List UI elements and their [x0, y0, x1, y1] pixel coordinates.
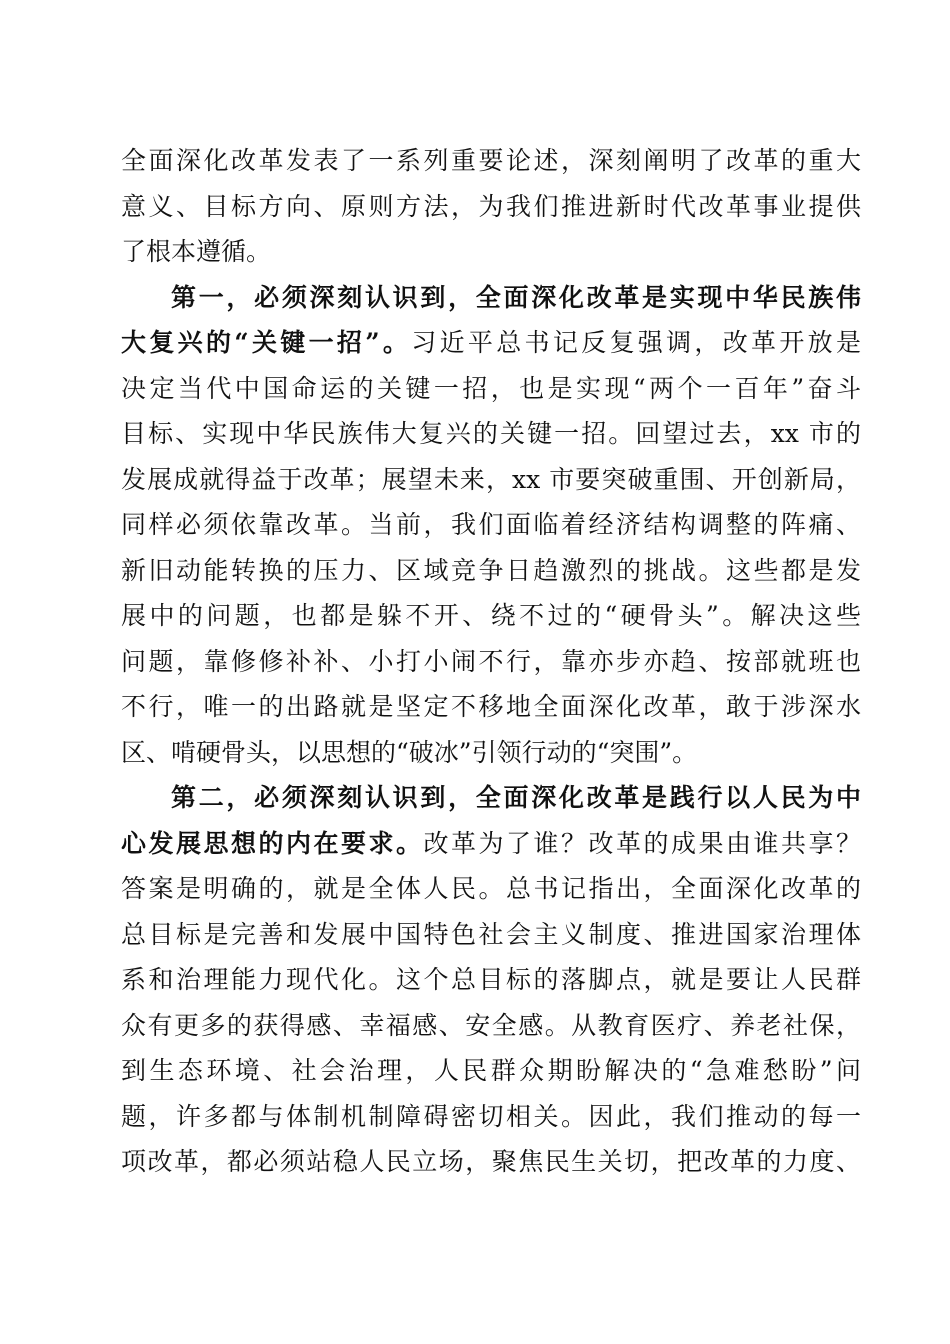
text-line — [121, 775, 861, 821]
text-line: 了根本遵循。 — [121, 237, 272, 266]
text-segment: 习近平总书记反复强调，改革开放是 — [411, 328, 861, 357]
text-line: 意义、目标方向、原则方法，为我们推进新时代改革事业提供 — [121, 191, 861, 221]
text-line: 同样必须依靠改革。当前，我们面临着经济结构调整的阵痛、 — [121, 510, 861, 539]
text-line: 目标、实现中华民族伟大复兴的关键一招。回望过去，xx 市的 — [121, 419, 861, 448]
body-text — [121, 138, 861, 1185]
text-segment: 改革为了谁？改革的成果由谁共享？ — [423, 828, 861, 858]
text-line: 到生态环境、社会治理，人民群众期盼解决的“急难愁盼”问 — [121, 1056, 861, 1085]
text-line — [121, 821, 861, 867]
bold-heading: 心发展思想的内在要求。 — [121, 828, 424, 858]
bold-heading: 第二，必须深刻认识到，全面深化改革是践行以人民为中 — [171, 783, 861, 812]
text-line: 系和治理能力现代化。这个总目标的落脚点，就是要让人民群 — [121, 965, 861, 994]
text-line — [121, 320, 861, 366]
text-line: 总目标是完善和发展中国特色社会主义制度、推进国家治理体 — [121, 919, 861, 949]
text-line — [121, 275, 861, 321]
bold-heading: 第一，必须深刻认识到，全面深化改革是实现中华民族伟 — [171, 282, 861, 312]
text-line: 题，许多都与体制机制障碍密切相关。因此，我们推动的每一 — [121, 1101, 861, 1131]
text-line: 不行，唯一的出路就是坚定不移地全面深化改革，敢于涉深水 — [121, 692, 861, 721]
text-line: 众有更多的获得感、幸福感、安全感。从教育医疗、养老社保， — [121, 1010, 861, 1040]
text-line: 项改革，都必须站稳人民立场，聚焦民生关切，把改革的力度、 — [121, 1147, 861, 1176]
bold-heading: 大复兴的“关键一招”。 — [121, 328, 412, 357]
text-line: 新旧动能转换的压力、区域竞争日趋激烈的挑战。这些都是发 — [121, 555, 861, 585]
text-line: 全面深化改革发表了一系列重要论述，深刻阐明了改革的重大 — [121, 146, 861, 175]
text-line: 答案是明确的，就是全体人民。总书记指出，全面深化改革的 — [121, 874, 861, 903]
text-line: 发展成就得益于改革；展望未来，xx 市要突破重围、开创新局， — [121, 464, 861, 494]
text-line: 问题，靠修修补补、小打小闹不行，靠亦步亦趋、按部就班也 — [121, 646, 861, 676]
text-line: 决定当代中国命运的关键一招，也是实现“两个一百年”奋斗 — [121, 373, 861, 403]
text-line: 区、啃硬骨头，以思想的“破冰”引领行动的“突围”。 — [121, 737, 698, 767]
text-line: 展中的问题，也都是躲不开、绕不过的“硬骨头”。解决这些 — [121, 601, 861, 630]
